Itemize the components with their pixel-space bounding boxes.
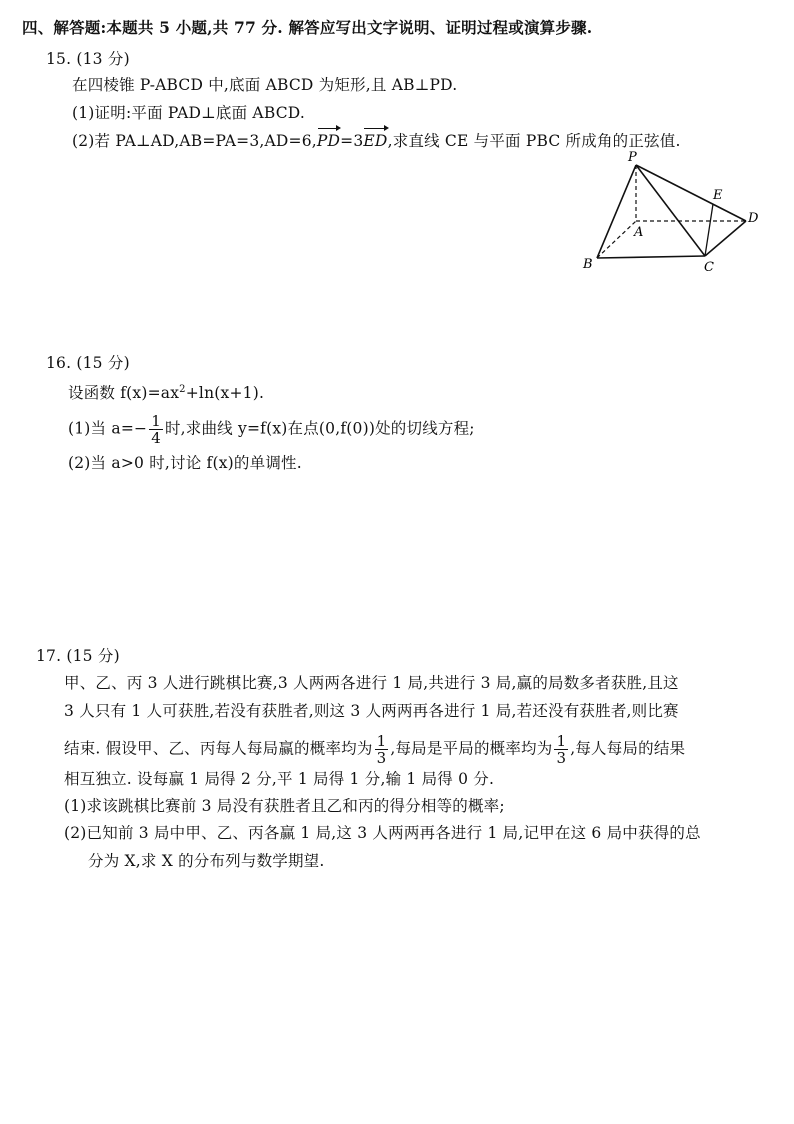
q15-part2-text-b: ,求直线 CE 与平面 PBC 所成角的正弦值. xyxy=(387,132,681,150)
q15-part1: (1)证明:平面 PAD⊥底面 ABCD. xyxy=(72,104,305,122)
fraction-denominator: 3 xyxy=(376,749,387,767)
q16-intro xyxy=(68,379,264,404)
q17-title: 17. (15 分) xyxy=(36,647,120,665)
q16-part2: (2)当 a>0 时,讨论 f(x)的单调性. xyxy=(68,454,302,472)
q16-exponent: 2 xyxy=(179,384,186,395)
q17-part1: (1)求该跳棋比赛前 3 局没有获胜者且乙和丙的得分相等的概率; xyxy=(64,797,505,815)
q17-line3-b: ,每局是平局的概率均为 xyxy=(390,739,553,758)
q15-intro: 在四棱锥 P-ABCD 中,底面 ABCD 为矩形,且 AB⊥PD. xyxy=(72,76,458,94)
q16-part1-a: (1)当 a=− xyxy=(68,419,148,438)
vector-ed: ED xyxy=(363,132,388,150)
q16-title: 16. (15 分) xyxy=(46,354,130,372)
fraction-numerator: 1 xyxy=(151,412,161,430)
label-a: A xyxy=(634,225,644,240)
label-d: D xyxy=(748,211,759,226)
q16-part1-b: 时,求曲线 y=f(x)在点(0,f(0))处的切线方程; xyxy=(164,419,475,438)
pyramid-figure xyxy=(580,148,770,276)
q17-line2: 3 人只有 1 人可获胜,若没有获胜者,则这 3 人两两再各进行 1 局,若还没有获胜者,则比赛 xyxy=(64,702,679,720)
q16-intro-a: 设函数 f(x)=ax xyxy=(68,384,180,403)
q17-part2-line2: 分为 X,求 X 的分布列与数学期望. xyxy=(88,852,325,870)
fraction-denominator: 4 xyxy=(151,429,161,447)
label-c: C xyxy=(704,260,714,275)
q17-line3-a: 结束. 假设甲、乙、丙每人每局赢的概率均为 xyxy=(64,739,373,758)
label-p: P xyxy=(628,150,637,165)
fraction-one-quarter xyxy=(149,413,163,446)
q17-part2-line1: (2)已知前 3 局中甲、乙、丙各赢 1 局,这 3 人两两再各进行 1 局,记甲在这 6 局中获得的总 xyxy=(64,824,701,842)
q17-line4: 相互独立. 设每赢 1 局得 2 分,平 1 局得 1 分,输 1 局得 0 分. xyxy=(64,770,495,788)
label-b: B xyxy=(583,257,593,272)
fraction-numerator: 1 xyxy=(556,732,567,750)
vector-pd: PD xyxy=(316,132,341,150)
q17-line3 xyxy=(64,733,685,766)
q17-line3-c: ,每人每局的结果 xyxy=(570,739,686,758)
fraction-numerator: 1 xyxy=(376,732,387,750)
q15-part2-eq: =3 xyxy=(340,132,364,150)
q16-intro-b: +ln(x+1). xyxy=(185,384,265,403)
fraction-denominator: 3 xyxy=(556,749,567,767)
section-header: 四、解答题:本题共 5 小题,共 77 分. 解答应写出文字说明、证明过程或演算步骤. xyxy=(22,18,593,37)
label-e: E xyxy=(713,188,723,203)
q15-title: 15. (13 分) xyxy=(46,50,130,68)
q17-line1: 甲、乙、丙 3 人进行跳棋比赛,3 人两两各进行 1 局,共进行 3 局,赢的局数多者获胜,且这 xyxy=(64,674,679,692)
q16-part1 xyxy=(68,413,475,446)
q15-part2-text-a: (2)若 PA⊥AD,AB=PA=3,AD=6, xyxy=(72,132,317,150)
fraction-one-third-draw xyxy=(554,733,568,766)
fraction-one-third-win xyxy=(375,733,389,766)
